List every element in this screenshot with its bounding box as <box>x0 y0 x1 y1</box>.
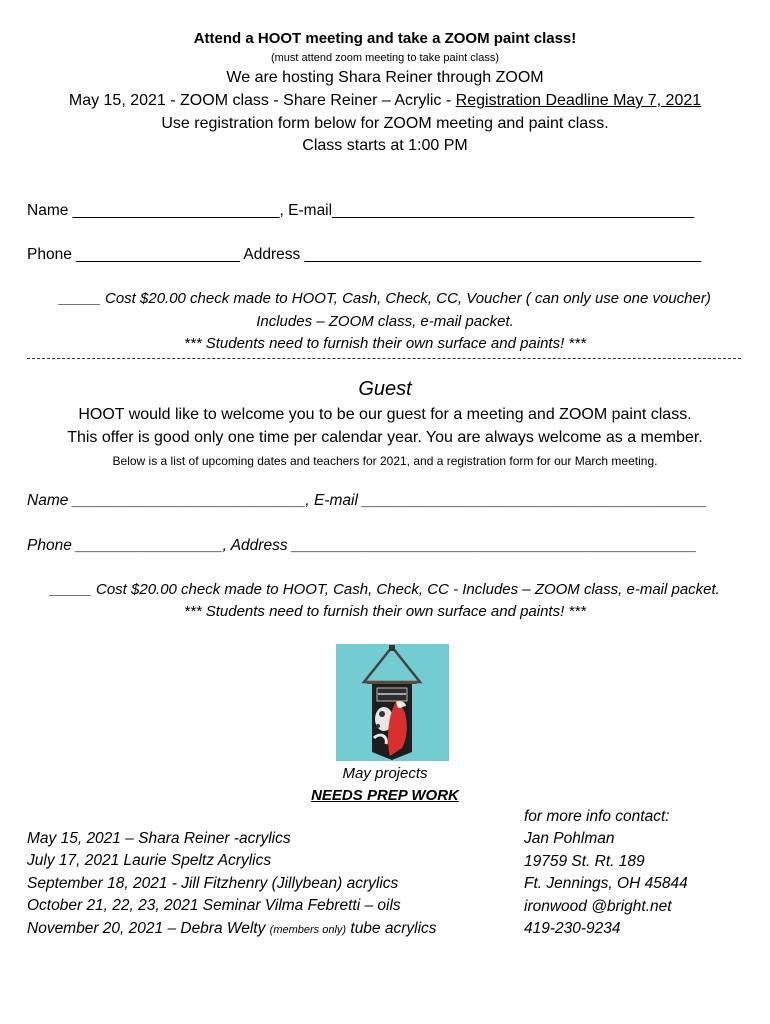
schedule-item: July 17, 2021 Laurie Speltz Acrylics <box>27 852 272 870</box>
section-divider <box>27 358 741 359</box>
guest-offer-line: This offer is good only one time per calendar year. You are always welcome as a member. <box>67 429 703 446</box>
may-project-photo <box>336 644 449 761</box>
guest-name-email-field[interactable]: Name ___________________________, E-mail ________________________________________ <box>27 492 708 509</box>
guest-schedule-intro: Below is a list of upcoming dates and teachers for 2021, and a registration form for our March meeting. <box>112 454 658 468</box>
guest-cost-line: _____ Cost $20.00 check made to HOOT, Cash, Check, CC - Includes – ZOOM class, e-mail packet. <box>50 581 720 598</box>
schedule-item: May 15, 2021 – Shara Reiner -acrylics <box>27 830 291 847</box>
hosting-line: We are hosting Shara Reiner through ZOOM <box>226 69 544 86</box>
member-students-note: *** Students need to furnish their own surface and paints! *** <box>184 335 586 352</box>
member-includes-line: Includes – ZOOM class, e-mail packet. <box>256 313 514 330</box>
contact-street: 19759 St. Rt. 189 <box>524 852 645 870</box>
registration-deadline: Registration Deadline May 7, 2021 <box>455 92 702 109</box>
class-date-line <box>0 92 770 110</box>
flyer-title: Attend a HOOT meeting and take a ZOOM paint class! <box>193 30 577 47</box>
members-only-note: (members only) <box>269 923 347 936</box>
schedule-item <box>27 918 437 941</box>
schedule-item: September 18, 2021 - Jill Fitzhenry (Jillybean) acrylics <box>27 874 399 892</box>
schedule-list <box>27 828 437 941</box>
schedule-item-text: November 20, 2021 – Debra Welty <box>27 919 270 937</box>
contact-phone: 419-230-9234 <box>524 920 621 938</box>
class-start-time: Class starts at 1:00 PM <box>302 137 468 154</box>
project-caption: May projects <box>342 765 428 782</box>
guest-students-note: *** Students need to furnish their own surface and paints! *** <box>184 603 586 620</box>
contact-info <box>524 806 688 940</box>
painted-banner-image <box>336 644 449 761</box>
contact-email[interactable]: ironwood @bright.net <box>524 897 672 915</box>
contact-heading: for more info contact: <box>524 808 670 825</box>
contact-name: Jan Pohlman <box>524 830 615 848</box>
guest-welcome-line: HOOT would like to welcome you to be our guest for a meeting and ZOOM paint class. <box>78 406 692 423</box>
guest-phone-address-field[interactable]: Phone _________________, Address _______________________________________________ <box>27 537 698 554</box>
member-name-email-field[interactable]: Name ________________________, E-mail__________________________________________ <box>27 202 695 219</box>
member-phone-address-field[interactable]: Phone ___________________ Address ______________________________________________ <box>27 246 702 263</box>
contact-city: Ft. Jennings, OH 45844 <box>524 875 688 893</box>
guest-heading: Guest <box>358 378 412 400</box>
prep-work-note: NEEDS PREP WORK <box>311 787 459 804</box>
registration-instruction: Use registration form below for ZOOM meeting and paint class. <box>161 115 609 132</box>
class-date-text: May 15, 2021 - ZOOM class - Share Reiner – Acrylic - <box>68 92 456 109</box>
schedule-item-tail: tube acrylics <box>346 919 437 937</box>
member-cost-line: _____ Cost $20.00 check made to HOOT, Cash, Check, CC, Voucher ( can only use one voucher) <box>59 290 711 307</box>
schedule-item: October 21, 22, 23, 2021 Seminar Vilma Febretti – oils <box>27 897 401 915</box>
flyer-subtitle: (must attend zoom meeting to take paint class) <box>270 52 500 64</box>
